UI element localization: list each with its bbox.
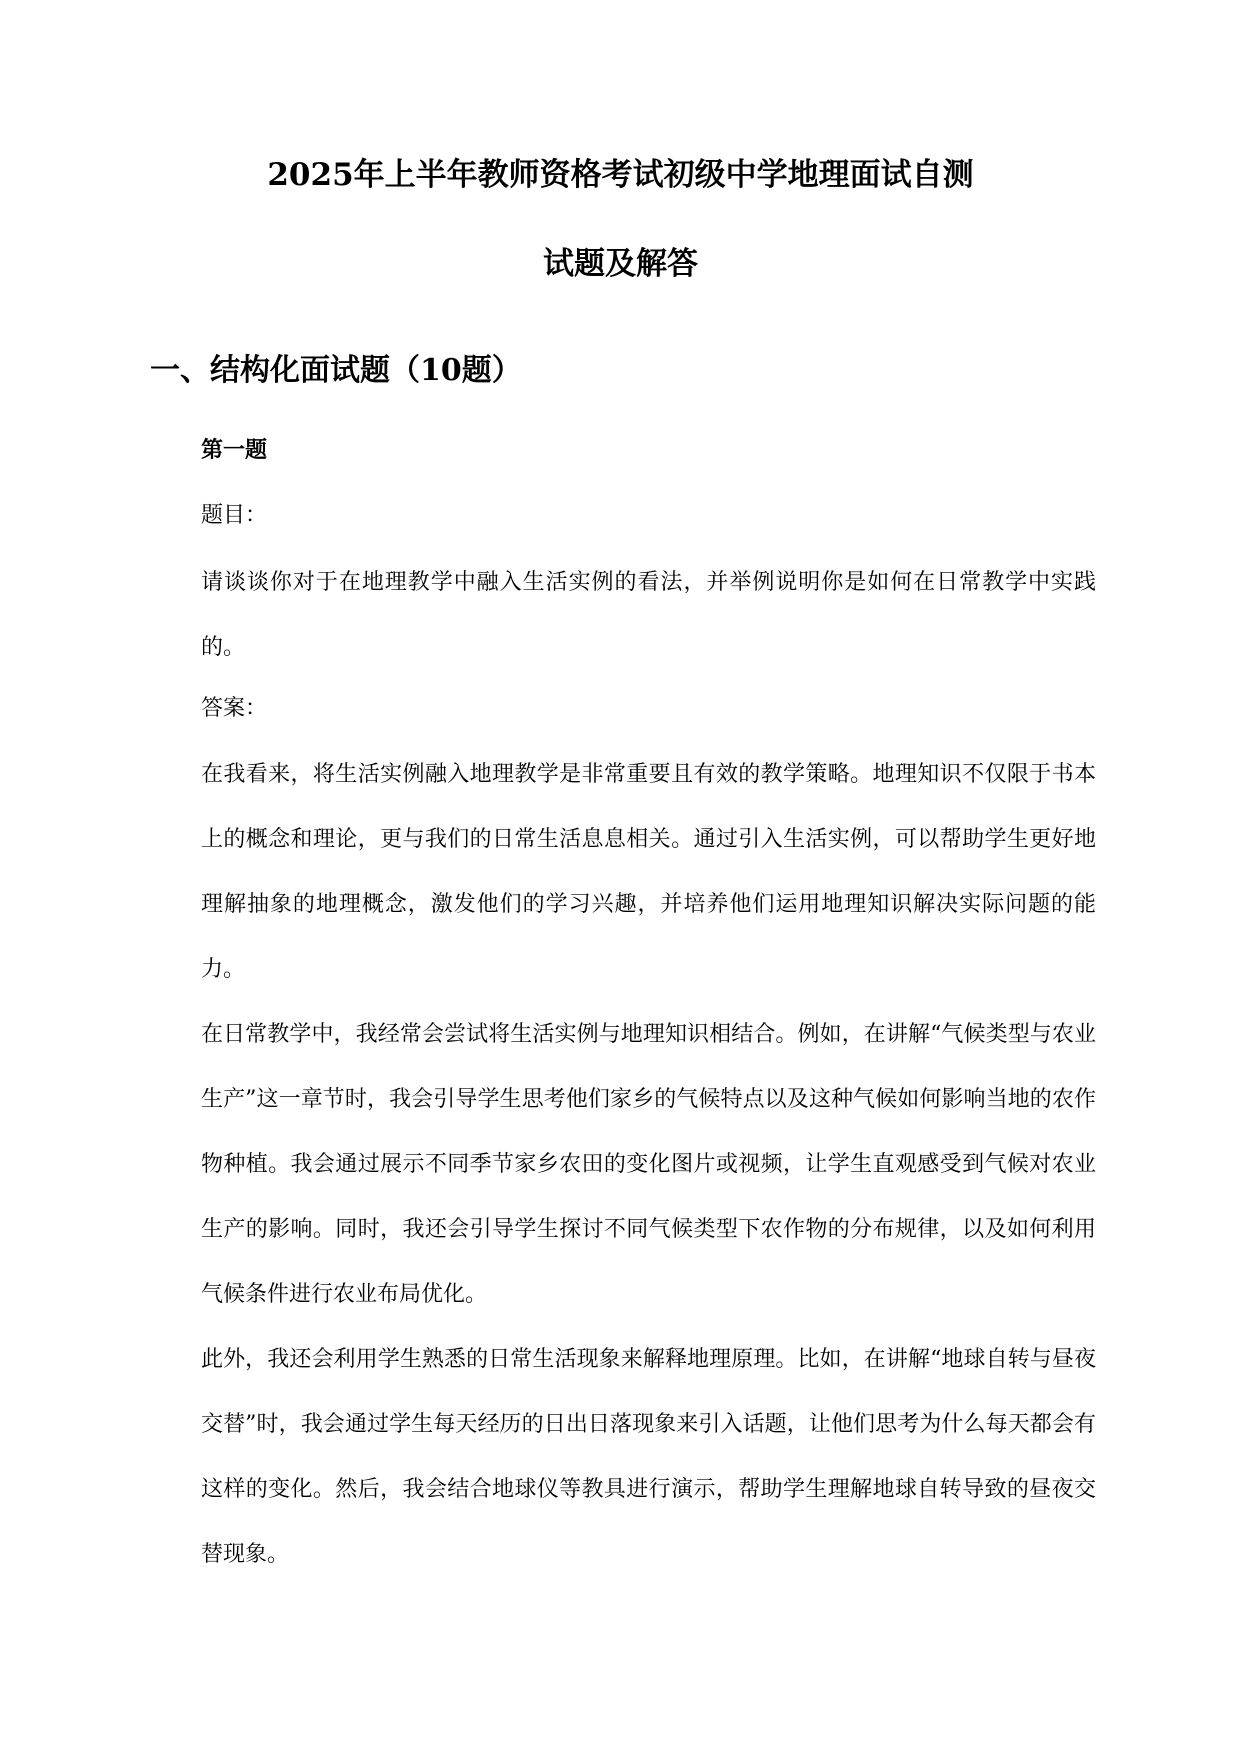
answer-paragraph: 在日常教学中，我经常会尝试将生活实例与地理知识相结合。例如，在讲解“气候类型与农业生产”这一章节时，我会引导学生思考他们家乡的气候特点以及这种气候如何影响当地的农作物种植。我会通过展示不同季节家乡农田的变化图片或视频，让学生直观感受到气候对农业生产的影响。同时，我还会引导学生探讨不同气候类型下农作物的分布规律，以及如何利用气候条件进行农业布局优化。 — [201, 1022, 1096, 1307]
answer-label: 答案： — [201, 696, 268, 721]
document-title-line-2: 试题及解答 — [543, 246, 698, 282]
question-heading: 第一题 — [201, 437, 268, 463]
answer-paragraph: 在我看来，将生活实例融入地理教学是非常重要且有效的教学策略。地理知识不仅限于书本上的概念和理论，更与我们的日常生活息息相关。通过引入生活实例，可以帮助学生更好地理解抽象的地理概念，激发他们的学习兴趣，并培养他们运用地理知识解决实际问题的能力。 — [201, 762, 1096, 982]
answer-paragraph: 此外，我还会利用学生熟悉的日常生活现象来解释地理原理。比如，在讲解“地球自转与昼夜交替”时，我会通过学生每天经历的日出日落现象来引入话题，让他们思考为什么每天都会有这样的变化。然后，我会结合地球仪等教具进行演示，帮助学生理解地球自转导致的昼夜交替现象。 — [201, 1347, 1096, 1567]
question-text: 请谈谈你对于在地理教学中融入生活实例的看法，并举例说明你是如何在日常教学中实践的。 — [201, 570, 1096, 660]
question-label: 题目： — [201, 503, 268, 528]
section-heading: 一、结构化面试题（10题） — [150, 353, 522, 388]
document-title-line-1: 2025年上半年教师资格考试初级中学地理面试自测 — [267, 157, 974, 193]
